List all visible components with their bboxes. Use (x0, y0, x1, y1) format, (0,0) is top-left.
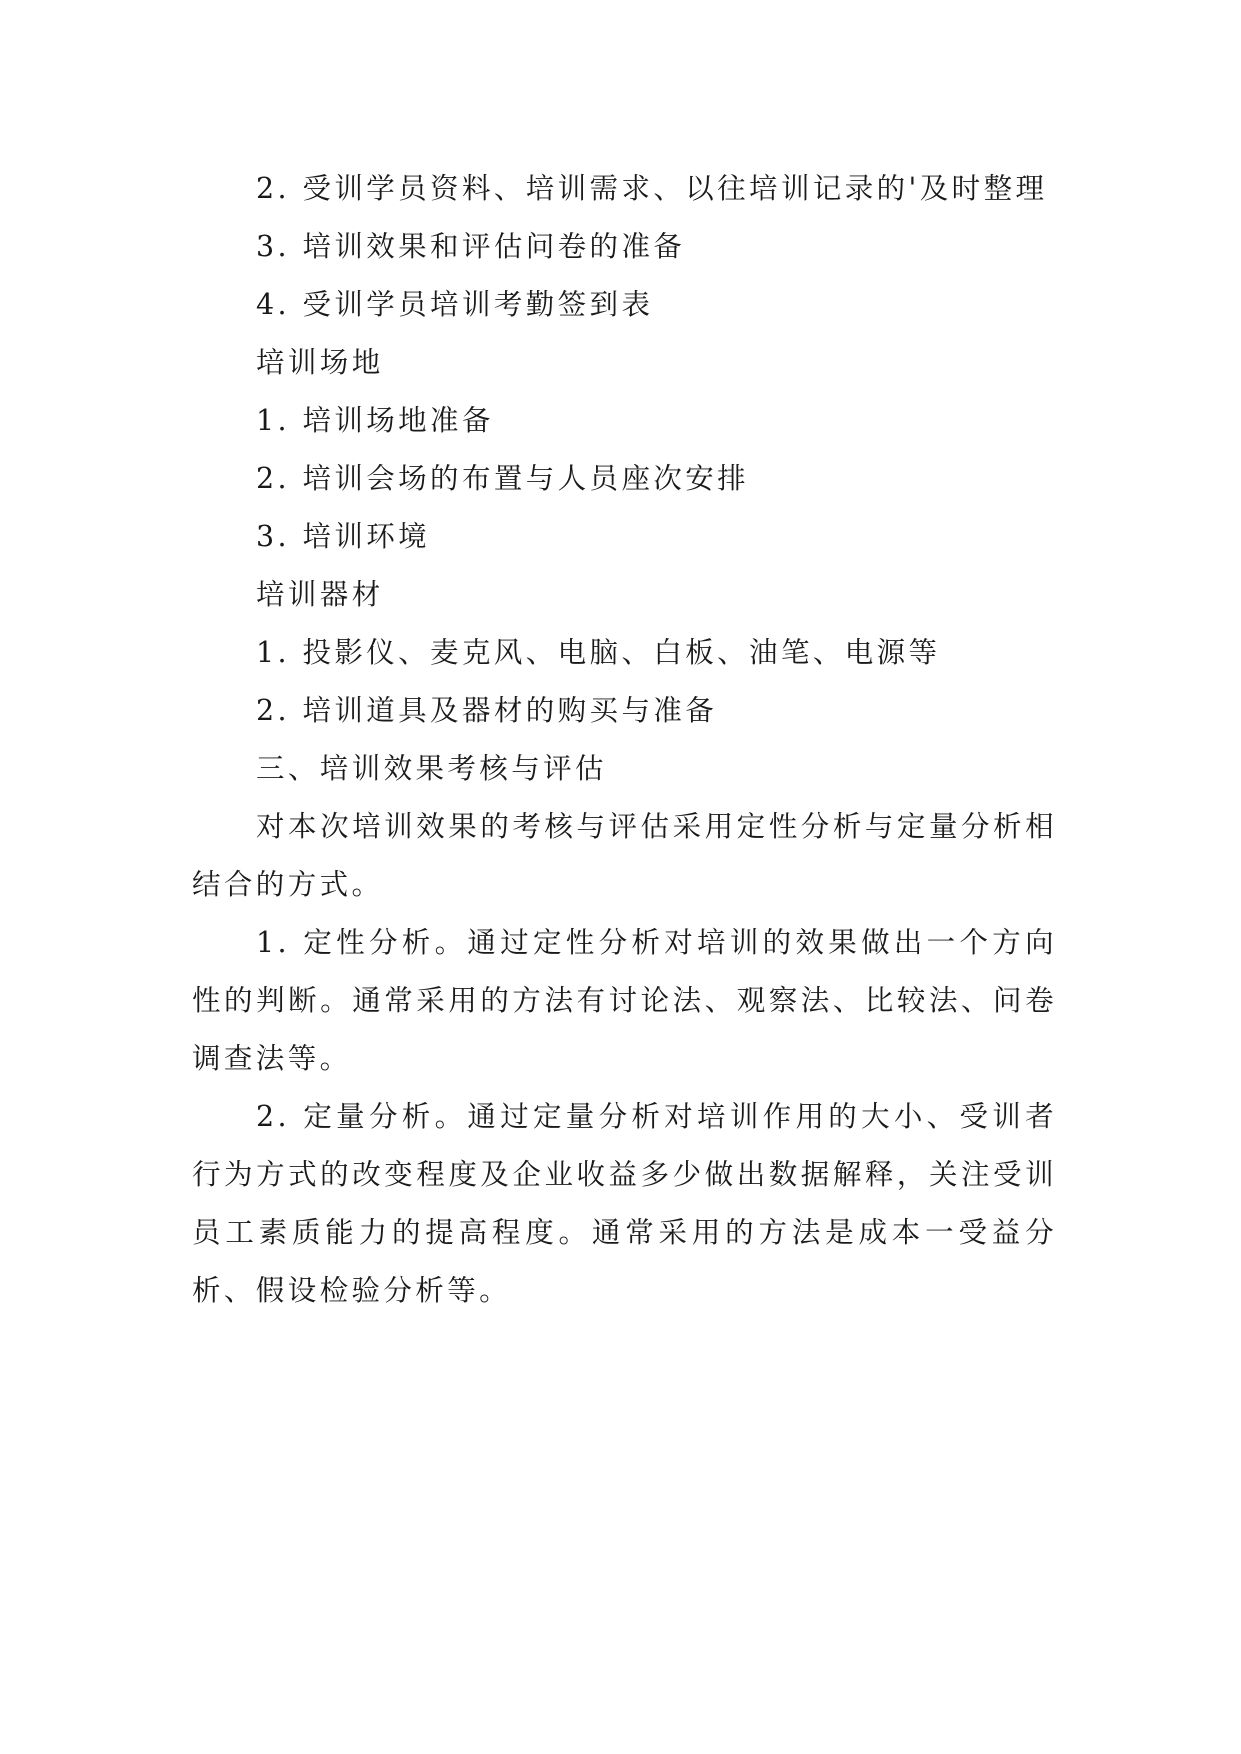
list-item-seating-arrangement: 2. 培训会场的布置与人员座次安排 (256, 462, 750, 495)
list-item-venue-preparation: 1. 培训场地准备 (256, 404, 494, 437)
list-item-learner-records: 2. 受训学员资料、培训需求、以往培训记录的'及时整理 (256, 172, 1048, 205)
list-item-equipment-purchase: 2. 培训道具及器材的购买与准备 (256, 694, 718, 727)
paragraph-assessment-intro: 对本次培训效果的考核与评估采用定性分析与定量分析相结合的方式。 (192, 810, 1057, 901)
section-heading-equipment: 培训器材 (256, 578, 384, 611)
section-heading-assessment: 三、培训效果考核与评估 (256, 752, 607, 785)
list-item-evaluation-questionnaire: 3. 培训效果和评估问卷的准备 (256, 230, 686, 263)
section-heading-venue: 培训场地 (256, 346, 384, 379)
list-item-training-environment: 3. 培训环境 (256, 520, 431, 553)
list-item-equipment-list: 1. 投影仪、麦克风、电脑、白板、油笔、电源等 (256, 636, 941, 669)
document-body (192, 160, 1057, 1320)
paragraph-quantitative-analysis: 2. 定量分析。通过定量分析对培训作用的大小、受训者行为方式的改变程度及企业收益多少做出数据解释，关注受训员工素质能力的提高程度。通常采用的方法是成本一受益分析、假设检验分析等。 (192, 1100, 1057, 1307)
list-item-attendance-sheet: 4. 受训学员培训考勤签到表 (256, 288, 654, 321)
paragraph-qualitative-analysis: 1. 定性分析。通过定性分析对培训的效果做出一个方向性的判断。通常采用的方法有讨论法、观察法、比较法、问卷调查法等。 (192, 926, 1057, 1075)
